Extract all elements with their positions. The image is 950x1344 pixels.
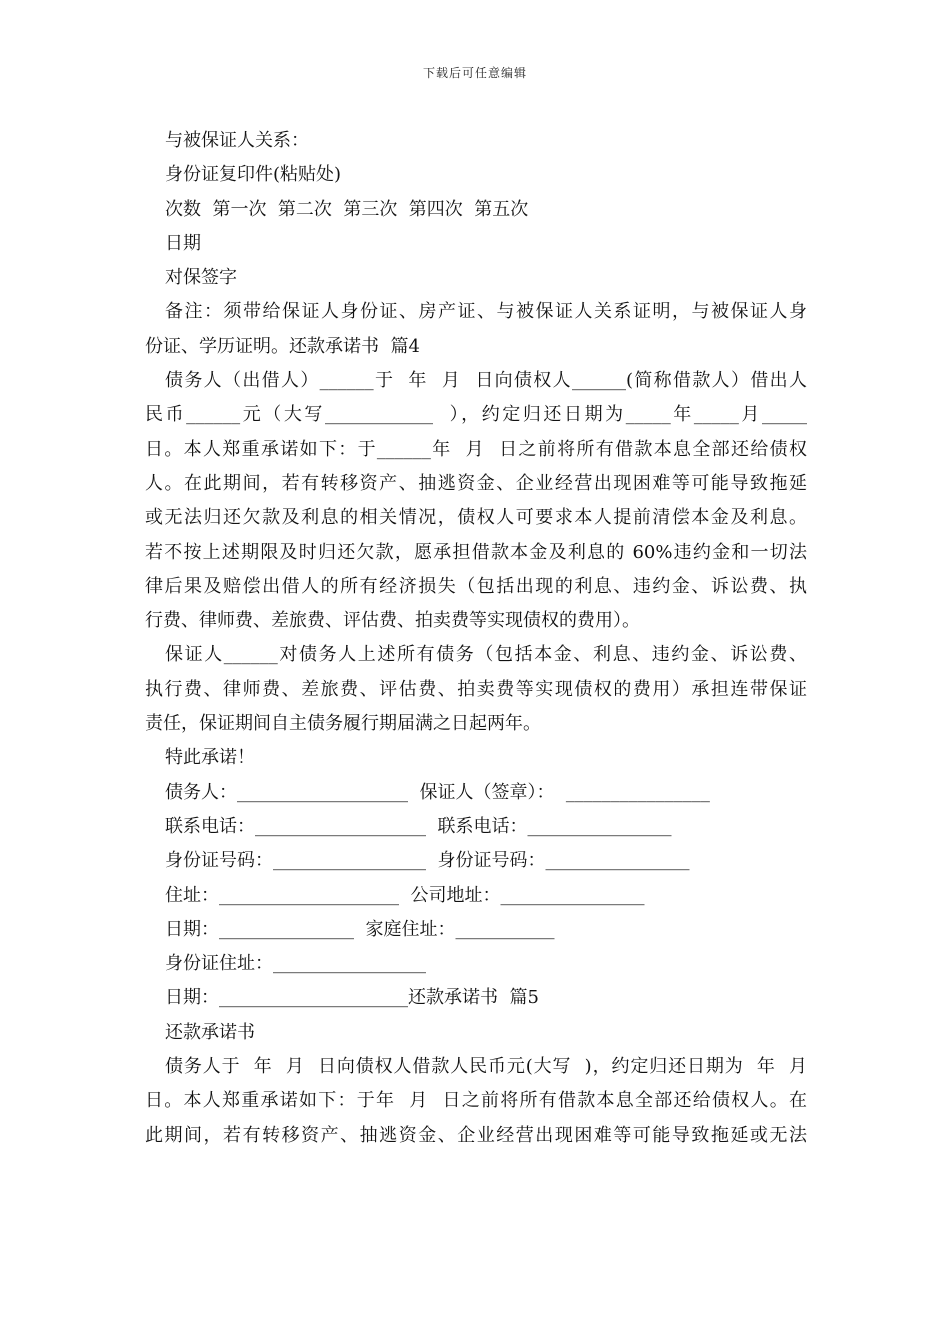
document-body (145, 124, 807, 1153)
text-line: 律后果及赔偿出借人的所有经济损失（包括出现的利息、违约金、诉讼费、执 (145, 575, 807, 597)
text-line: 此期间，若有转移资产、抽逃资金、企业经营出现困难等可能导致拖延或无法 (145, 1124, 807, 1146)
text-line: 执行费、律师费、差旅费、评估费、拍卖费等实现债权的费用）承担连带保证 (145, 678, 807, 700)
text-line: 民币______元（大写____________ ），约定归还日期为_____年_____月_____ (145, 404, 807, 426)
text-line: 债务人：___________________ 保证人（签章）： ________________ (165, 781, 710, 803)
text-line: 备注：须带给保证人身份证、房产证、与被保证人关系证明，与被保证人身 (165, 301, 807, 323)
text-line: 住址：____________________ 公司地址：________________ (165, 884, 645, 906)
text-line: 日期：_______________ 家庭住址：___________ (165, 918, 555, 940)
text-line: 特此承诺！ (165, 747, 255, 769)
text-line: 人。在此期间，若有转移资产、抽逃资金、企业经营出现困难等可能导致拖延 (145, 472, 807, 494)
text-line: 保证人______对债务人上述所有债务（包括本金、利息、违约金、诉讼费、 (165, 644, 807, 666)
text-line: 日。本人郑重承诺如下：于年 月 日之前将所有借款本息全部还给债权人。在 (145, 1090, 807, 1112)
text-line: 日期：_____________________还款承诺书 篇5 (165, 987, 539, 1009)
text-line: 份证、学历证明。还款承诺书 篇4 (145, 335, 420, 357)
text-line: 责任，保证期间自主债务履行期届满之日起两年。 (145, 713, 541, 735)
text-line: 若不按上述期限及时归还欠款，愿承担借款本金及利息的 60%违约金和一切法 (145, 541, 807, 563)
text-line: 行费、律师费、差旅费、评估费、拍卖费等实现债权的费用）。 (145, 610, 640, 632)
text-line: 身份证复印件(粘贴处) (165, 164, 342, 186)
page-header: 下载后可任意编辑 (422, 66, 527, 80)
text-line: 还款承诺书 (165, 1021, 255, 1043)
text-line: 或无法归还欠款及利息的相关情况，债权人可要求本人提前清偿本金及利息。 (145, 507, 807, 529)
text-line: 与被保证人关系： (165, 130, 309, 151)
text-line: 日。本人郑重承诺如下：于______年 月 日之前将所有借款本息全部还给债权 (145, 438, 807, 460)
text-line: 次数 第一次 第二次 第三次 第四次 第五次 (165, 198, 529, 220)
text-line: 身份证住址：_________________ (165, 953, 426, 975)
text-line: 日期 (165, 232, 201, 254)
text-line: 身份证号码：_________________ 身份证号码：________________ (165, 850, 690, 872)
text-line: 联系电话：___________________ 联系电话：________________ (165, 815, 672, 837)
text-line: 债务人于 年 月 日向债权人借款人民币元(大写 )，约定归还日期为 年 月 (165, 1056, 807, 1078)
text-line: 对保签字 (165, 267, 237, 289)
text-line: 债务人（出借人）______于 年 月 日向债权人______(简称借款人）借出人 (165, 370, 807, 392)
